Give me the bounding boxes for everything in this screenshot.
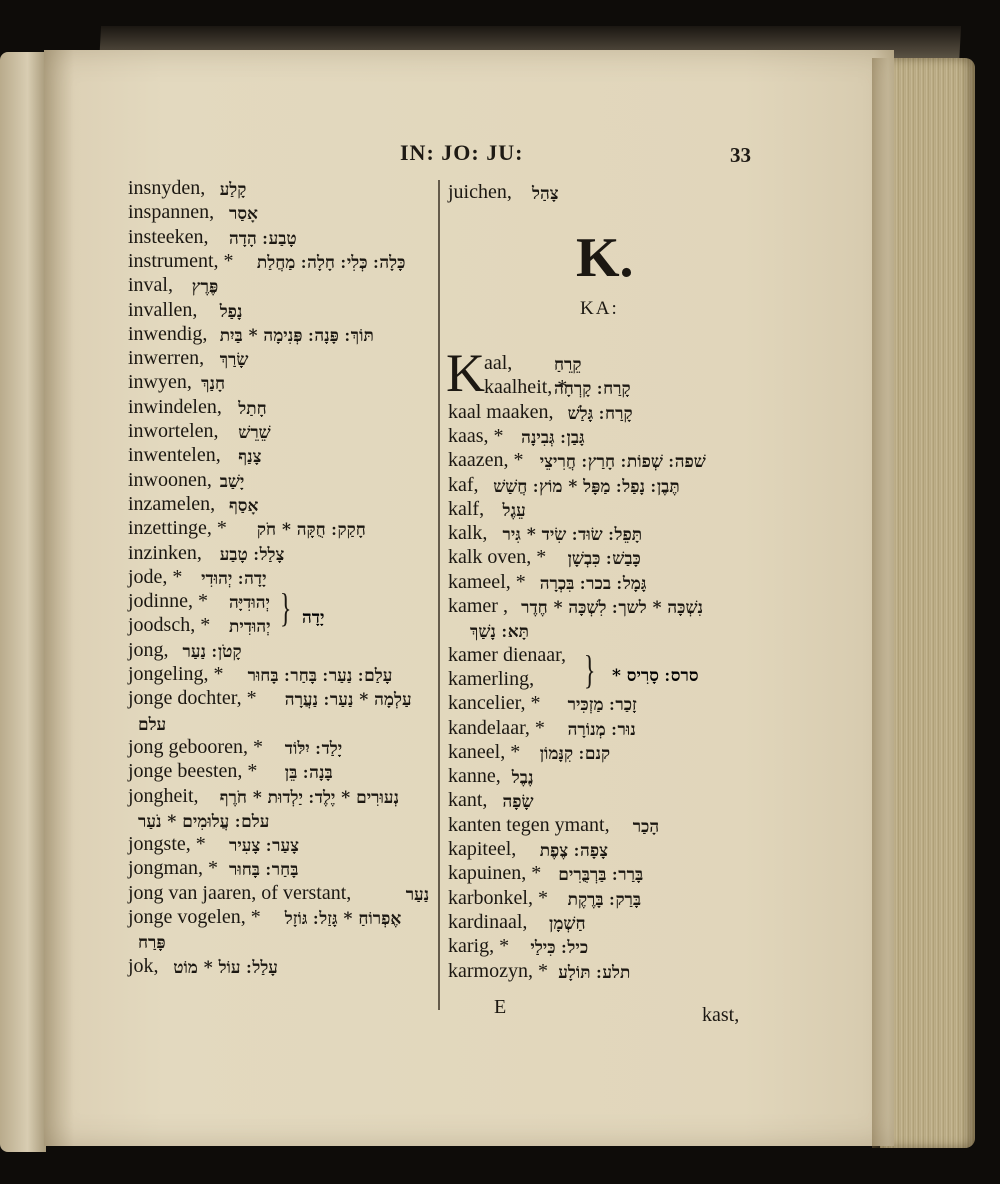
entry-term: kamer , <box>448 595 508 617</box>
entry-hebrew: זָכַר ׃ מַזְכִּיר <box>567 695 637 716</box>
entry-term: karmozyn, * <box>448 959 548 982</box>
entry-term: inzettinge, * <box>128 517 227 540</box>
entry-hebrew: צָנַף <box>238 447 262 468</box>
entry-hebrew: נָפַל <box>219 301 243 322</box>
entry-hebrew: יְהוּדִיָּה <box>229 593 270 614</box>
entry-term: kamerling, <box>448 667 535 690</box>
entry-hebrew: בָּרַק ׃ בָּרֶקֶת <box>567 889 642 910</box>
entry-hebrew: עָלַם ׃ נַעַר ׃ בָּחַר ׃ בָּחוּר <box>247 666 393 686</box>
entry-hebrew: שֵׁרֵשׁ <box>238 423 271 443</box>
entry-term: jong gebooren, * <box>128 735 263 758</box>
entry-term: inwentelen, <box>128 444 221 467</box>
entry-term: kant, <box>448 789 488 812</box>
page-shadow <box>872 58 888 1148</box>
entry-hebrew: תָּפֵל ׃ שׂוּד ׃ שִׂיד * גִּיר <box>502 525 643 546</box>
entry-term: insteeken, <box>128 225 209 248</box>
entry-hebrew: נִשְׁכָּה * לשך ׃ לִשְׁכָּה * חֶדֶר <box>521 598 704 618</box>
entry-term: juichen, <box>448 181 512 203</box>
entry-term: inwerren, <box>128 347 205 370</box>
entry-hebrew: יָלַד ׃ יִלּוֹד <box>284 738 343 759</box>
signature-mark: E <box>494 996 507 1018</box>
right-brace: } <box>583 647 596 692</box>
entry-term: kalf, <box>448 497 485 520</box>
entry-hebrew: קָלַע <box>219 180 247 200</box>
entry-term: jongheit, <box>128 784 199 807</box>
entry-term: instrument, * <box>128 249 234 272</box>
entry-hebrew: תָּא ׃ נָשַׁךְ <box>470 622 530 643</box>
entry-term: insnyden, <box>128 177 206 199</box>
entry-term: kaf, <box>448 473 479 496</box>
drop-cap: K <box>446 343 485 403</box>
running-header: IN: JO: JU: <box>400 140 524 165</box>
entry-hebrew: צָעַר ׃ צָעִיר <box>229 836 300 857</box>
previous-page-edge <box>0 52 46 1152</box>
entry-hebrew: שׁפה ׃ שְׁפוֹת ׃ חָרַץ ׃ חֲרִיצֵי <box>539 452 706 473</box>
entry-term: inwortelen, <box>128 420 219 442</box>
entry-hebrew: בָּחַר ׃ בָּחוּר <box>229 860 299 881</box>
catchword: kast, <box>702 1004 740 1026</box>
entry-term: inzinken, <box>128 541 202 564</box>
entry-hebrew: יָשַׁב <box>219 471 245 492</box>
entry-term: joodsch, * <box>128 614 211 637</box>
entry-term: jodinne, * <box>128 590 208 613</box>
entry-term: jong, <box>128 638 169 661</box>
entry-hebrew: עָלַל ׃ עוֹל * מוֹט <box>173 957 278 978</box>
entry-term: jonge dochter, * <box>128 687 257 710</box>
column-divider <box>438 180 440 1010</box>
entry-hebrew: אֶפְרוֹחַ * גָּזַל ׃ גּוֹזָל <box>284 909 402 929</box>
entry-term: kanne, <box>448 765 501 788</box>
entry-term: jonge beesten, * <box>128 760 258 783</box>
entry-hebrew: צָפָה ׃ צֶפֶת <box>539 841 608 861</box>
entry-term: kaas, * <box>448 424 504 447</box>
entry-term: kanten tegen ymant, <box>448 813 610 836</box>
entry-hebrew: גָּמָל ׃ בכר ׃ בִּכְרָה <box>539 573 647 594</box>
entry-hebrew: תּוֹךְ ׃ פָּנָה ׃ פְּנִימָה * בַּיִת <box>219 325 374 346</box>
entry-term: kapiteel, <box>448 838 517 860</box>
section-letter: K. <box>576 227 634 289</box>
entry-hebrew: צָהַל <box>532 184 559 204</box>
entry-hebrew: תלע ׃ תּוֹלָע <box>558 962 631 983</box>
entry-term: kalk, <box>448 522 488 545</box>
entry-hebrew: שָׂרַךְ <box>219 350 249 371</box>
entry-hebrew: צָלַל ׃ טָבַע <box>219 544 285 565</box>
entry-hebrew: קֵרֵחַ <box>554 355 582 375</box>
entry-hebrew: בָּרַר ׃ בַּרְבֻּרִים <box>558 865 644 886</box>
entry-hebrew: תֶּבֶן ׃ נָפַל ׃ מַפָּל * מוֹץ ׃ חֲשַׁשׁ <box>493 476 680 497</box>
entry-term: inwoonen, <box>128 468 212 491</box>
entry-term: kaneel, * <box>448 740 521 763</box>
entry-hebrew: פֶּרֶץ <box>191 277 219 298</box>
entry-term: kaalheit, * <box>484 376 568 399</box>
entry-hebrew: קָטֹן ׃ נַעַר <box>182 641 242 662</box>
entry-term: inval, <box>128 274 173 297</box>
section-subhead: KA: <box>580 298 619 319</box>
entry-term: inzamelen, <box>128 492 216 515</box>
entry-term: inwyen, <box>128 371 192 394</box>
entry-term: kameel, * <box>448 570 526 593</box>
entry-term: aal, <box>484 352 513 374</box>
left-brace: } <box>279 585 292 630</box>
entry-hebrew: נַעַר <box>405 884 430 905</box>
entry-term: jong van jaaren, of verstant, <box>128 881 352 904</box>
entry-term: kandelaar, * <box>448 716 545 739</box>
entry-term: karig, * <box>448 935 510 958</box>
entry-hebrew: יְהוּדִית <box>229 617 271 638</box>
entry-hebrew: נְעוּרִים * יֶלֶד ׃ יַלְדוּת * חֹרֶף <box>219 787 400 808</box>
entry-hebrew: הָכַר <box>632 816 660 837</box>
entry-term: kapuinen, * <box>448 862 542 885</box>
entry-hebrew: יָדָה ׃ יְהוּדִי <box>201 568 267 589</box>
entry-term: jode, * <box>128 565 183 588</box>
entry-hebrew: חַשְׁמָן <box>549 913 586 934</box>
entry-hebrew: אָסַף <box>229 495 259 516</box>
entry-term: invallen, <box>128 298 198 321</box>
entry-hebrew: שָׂפָה <box>502 792 534 813</box>
entry-term: jongman, * <box>128 857 218 880</box>
entry-hebrew: כיל ׃ כִּילַי <box>530 938 589 959</box>
entry-hebrew: טָבַע ׃ הָדָה <box>229 228 297 249</box>
entry-term: kardinaal, <box>448 910 528 933</box>
entry-hebrew: קָרַח ׃ קָרְחָה <box>554 379 631 400</box>
entry-hebrew: קָרַח ׃ גָּלַשׁ <box>567 403 633 424</box>
entry-hebrew: נֶבֶל <box>511 768 534 789</box>
entry-term: kamer dienaar, <box>448 643 567 666</box>
entry-term: jongste, * <box>128 833 206 856</box>
entry-term: inwendig, <box>128 322 208 345</box>
entry-term: inspannen, <box>128 201 215 224</box>
entry-hebrew: כָּבַשׁ ׃ כִּבְשָׁן <box>567 549 641 570</box>
page-number: 33 <box>730 143 751 167</box>
entry-hebrew: נוּר ׃ מְנוֹרָה <box>567 719 636 740</box>
entry-hebrew: עלם <box>138 714 167 735</box>
entry-term: inwindelen, <box>128 395 222 418</box>
entry-hebrew: בָּנָה ׃ בֵּן <box>284 763 333 784</box>
entry-term: jonge vogelen, * <box>128 906 261 928</box>
entry-hebrew: קנם ׃ קִנָּמוֹן <box>539 743 611 764</box>
entry-hebrew: כָּלָה ׃ כְּלִי ׃ חָלָה ׃ מַחֲלַת <box>256 252 406 273</box>
entry-term: kancelier, * <box>448 692 541 715</box>
entry-term: jongeling, * <box>128 663 224 685</box>
entry-hebrew: גָּבַן ׃ גְּבִינָה <box>521 427 585 448</box>
entry-term: jok, <box>128 954 159 977</box>
entry-term: kalk oven, * <box>448 546 547 569</box>
left-brace-label: יָדָה <box>302 608 325 628</box>
entry-hebrew: חָתַל <box>238 398 267 419</box>
entry-term: kaazen, * <box>448 449 524 472</box>
entry-hebrew: חָנַךְ <box>201 374 226 395</box>
entry-term: kaal maaken, <box>448 400 554 423</box>
page-block-edge <box>880 58 975 1148</box>
entry-hebrew: חָקַק ׃ חֻקָּה * חֹק <box>256 520 366 541</box>
entry-hebrew: עַלְמָה * נַעַר ׃ נַעֲרָה <box>284 690 412 711</box>
entry-hebrew: עלם ׃ עֲלוּמִים * נֹעַר <box>138 811 270 832</box>
entry-hebrew: אָסַר <box>229 204 258 225</box>
entry-term: karbonkel, * <box>448 886 548 909</box>
entry-hebrew: עֵגֶל <box>502 500 526 521</box>
right-brace-label: סרס ׃ סָרִיס * <box>612 666 699 686</box>
entry-hebrew: פָּרַח <box>138 933 166 954</box>
